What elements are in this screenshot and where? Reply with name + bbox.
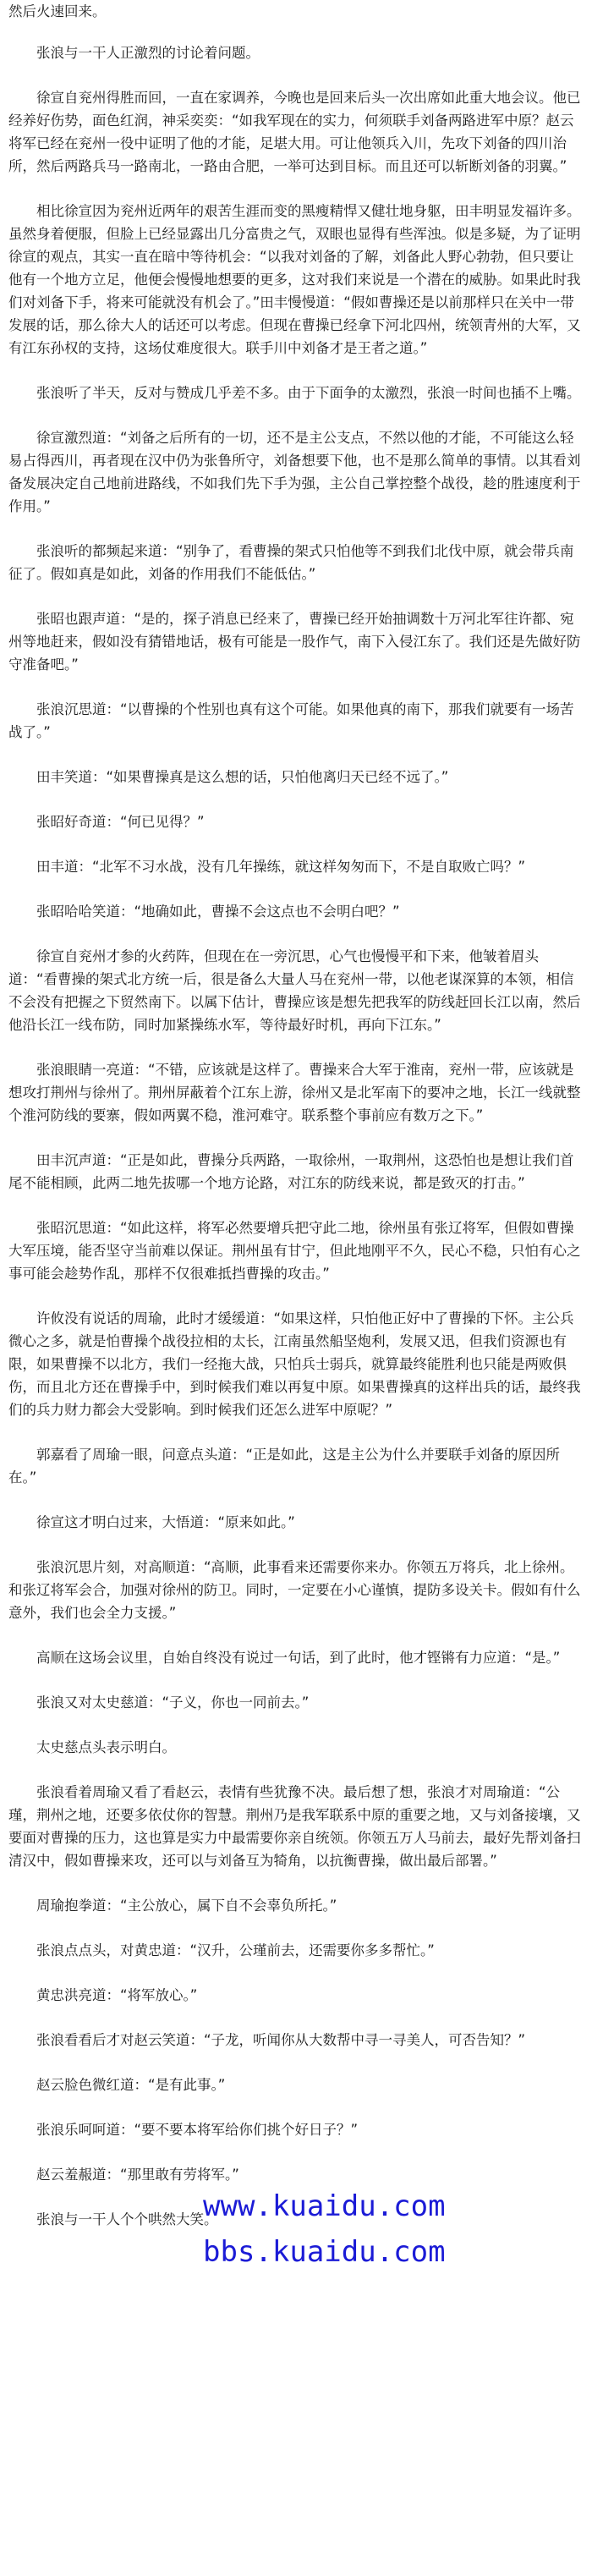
- paragraph: 然后火速回来。: [8, 3, 107, 19]
- paragraph: 张浪眼睛一亮道：“不错，应该就是这样了。曹操来合大军于淮南，兖州一带，应该就是想攻打荆州与徐州了。荆州屏蔽着个江东上游，徐州又是北军南下的要冲之地，长江一线就整个淮河防线的要寨，假如两翼不稳，淮河难守。联系整个事前应有数万之下。”: [8, 1062, 581, 1123]
- paragraph: 黄忠洪亮道：“将军放心。”: [36, 1987, 198, 2003]
- paragraph: 郭嘉看了周瑜一眼，问意点头道：“正是如此，这是主公为什么并要联手刘备的原因所在。”: [8, 1447, 561, 1486]
- paragraph: 田丰沉声道：“正是如此，曹操分兵两路，一取徐州，一取荆州，这恐怕也是想让我们首尾不能相顾，此两二地先拔哪一个地方论路，对江东的防线来说，都是致灭的打击。”: [8, 1152, 574, 1191]
- paragraph: 张浪沉思片刻，对高顺道：“高顺，此事看来还需要你来办。你领五万将兵，北上徐州。和张辽将军会合，加强对徐州的防卫。同时，一定要在小心谨慎，提防多设关卡。假如有什么意外，我们也会全力支援。”: [8, 1559, 581, 1621]
- paragraph: 太史慈点头表示明白。: [36, 1739, 176, 1755]
- paragraph: 田丰笑道：“如果曹操真是这么想的话，只怕他离归天已经不远了。”: [36, 769, 449, 785]
- paragraph: 张浪沉思道：“以曹操的个性别也真有这个可能。如果他真的南下，那我们就要有一场苦战了。”: [8, 701, 574, 740]
- paragraph: 许攸没有说话的周瑜，此时才缓缓道：“如果这样，只怕他正好中了曹操的下怀。主公兵微心之多，就是怕曹操个战役拉相的太长，江南虽然船坚炮利，发展又迅，但我们资源也有限，如果曹操不以北方，我们一经拖大战，只怕兵士弱兵，就算最终能胜利也只能是两败俱伤，而且北方还在曹操手中，到时候我们难以再复中原。如果曹操真的这样出兵的话，最终我们的兵力财力都会大受影响。到时候我们还怎么进军中原呢？”: [8, 1310, 581, 1418]
- paragraph: 徐宣自兖州得胜而回，一直在家调养，今晚也是回来后头一次出席如此重大地会议。他已经养好伤势，面色红润，神采奕奕：“如我军现在的实力，何须联手刘备两路进军中原？赵云将军已经在兖州一役中证明了他的才能，足堪大用。可让他领兵入川，先攻下刘备的四川治所，然后两路兵马一路南北，一路由合肥，一举可达到目标。而且还可以斩断刘备的羽翼。”: [8, 90, 581, 174]
- paragraph: 张浪与一干人个个哄然大笑。: [36, 2211, 218, 2227]
- paragraph: 相比徐宣因为兖州近两年的艰苦生涯而变的黑瘦精悍又健壮地身躯，田丰明显发福许多。虽然身着便服，但脸上已经显露出几分富贵之气，双眼也显得有些浑浊。似是多疑，为了证明徐宣的观点，其实一直在暗中等待机会：“以我对刘备的了解，刘备此人野心勃勃，但只要让他有一个地方立足，他便会慢慢地想要的更多，这对我们来说是一个潜在的威胁。如果此时我们对刘备下手，将来可能就没有机会了。”田丰慢慢道：“假如曹操还是以前那样只在关中一带发展的话，那么徐大人的话还可以考虑。但现在曹操已经拿下河北四州，统领青州的大军，又有江东孙权的支持，这场仗难度很大。联手川中刘备才是王者之道。”: [8, 203, 581, 356]
- paragraph: 张昭也跟声道：“是的，探子消息已经来了，曹操已经开始抽调数十万河北军往许都、宛州等地赶来，假如没有猜错地话，极有可能是一股作气，南下入侵江东了。我们还是先做好防守准备吧。”: [8, 611, 581, 673]
- paragraph: 徐宣自兖州才参的火药阵，但现在在一旁沉思，心气也慢慢平和下来，他皱着眉头道：“看曹操的架式北方统一后，很是备么大量人马在兖州一带，以他老谋深算的本领，相信不会没有把握之下贸然南下。以属下估计，曹操应该是想先把我军的防线赶回长江以南，然后他沿长江一线布防，同时加紧操练水军，等待最好时机，再向下江东。”: [8, 948, 581, 1033]
- paragraph: 张浪听的都频起来道：“别争了，看曹操的架式只怕他等不到我们北伐中原，就会带兵南征了。假如真是如此，刘备的作用我们不能低估。”: [8, 543, 574, 582]
- paragraph: 周瑜抱拳道：“主公放心，属下自不会辜负所托。”: [36, 1898, 337, 1914]
- paragraph: 张浪看着周瑜又看了看赵云，表情有些犹豫不决。最后想了想，张浪才对周瑜道：“公瑾，荆州之地，还要多依仗你的智慧。荆州乃是我军联系中原的重要之地，又与刘备接壤，又要面对曹操的压力，这也算是实力中最需要你亲自统领。你领五万人马前去，最好先帮刘备扫清汉中，假如曹操来攻，还可以与刘备互为犄角，以抗衡曹操，做出最后部署。”: [8, 1784, 581, 1869]
- paragraph: 张浪点点头，对黄忠道：“汉升，公瑾前去，还需要你多多帮忙。”: [36, 1942, 435, 1958]
- paragraph: 张浪看看后才对赵云笑道：“子龙，听闻你从大数帮中寻一寻美人，可否告知？”: [36, 2032, 526, 2048]
- paragraph: 张浪又对太史慈道：“子义，你也一同前去。”: [36, 1694, 310, 1711]
- paragraph: 赵云羞赧道：“那里敢有劳将军。”: [36, 2167, 239, 2183]
- paragraph: 张浪与一干人正激烈的讨论着问题。: [36, 45, 260, 61]
- paragraph: 徐宣激烈道：“刘备之后所有的一切，还不是主公支点，不然以他的才能，不可能这么轻易占得西川，再者现在汉中仍为张鲁所守，刘备想要下他，也不是那么简单的事情。以其看刘备发展决定自己地前进路线，不如我们先下手为强，主公自己掌控整个战役，趁的胜速度利于作用。”: [8, 430, 581, 514]
- paragraph: 张昭好奇道：“何已见得？”: [36, 814, 205, 830]
- paragraph: 张昭沉思道：“如此这样，将军必然要增兵把守此二地，徐州虽有张辽将军，但假如曹操大军压境，能否坚守当前难以保证。荆州虽有甘宁，但此地刚平不久，民心不稳，只怕有心之事可能会趁势作乱，那样不仅很难抵挡曹操的攻击。”: [8, 1220, 581, 1282]
- paragraph: 赵云脸色微红道：“是有此事。”: [36, 2077, 226, 2093]
- paragraph: 徐宣这才明白过来，大悟道：“原来如此。”: [36, 1514, 295, 1530]
- paragraph: 高顺在这场会议里，自始自终没有说过一句话，到了此时，他才铿锵有力应道：“是。”: [36, 1650, 561, 1666]
- paragraph: 田丰道：“北军不习水战，没有几年操练，就这样匆匆而下，不是自取败亡吗？”: [36, 859, 526, 875]
- paragraph: 张浪乐呵呵道：“要不要本将军给你们挑个好日子？”: [36, 2122, 359, 2138]
- paragraph: 张昭哈哈笑道：“地确如此，曹操不会这点也不会明白吧？”: [36, 904, 400, 920]
- watermark-forum-url: bbs.kuaidu.com: [203, 2235, 446, 2269]
- watermark-url: www.kuaidu.com: [203, 2189, 446, 2223]
- paragraph: 张浪听了半天，反对与赞成几乎差不多。由于下面争的太激烈，张浪一时间也插不上嘴。: [36, 385, 581, 401]
